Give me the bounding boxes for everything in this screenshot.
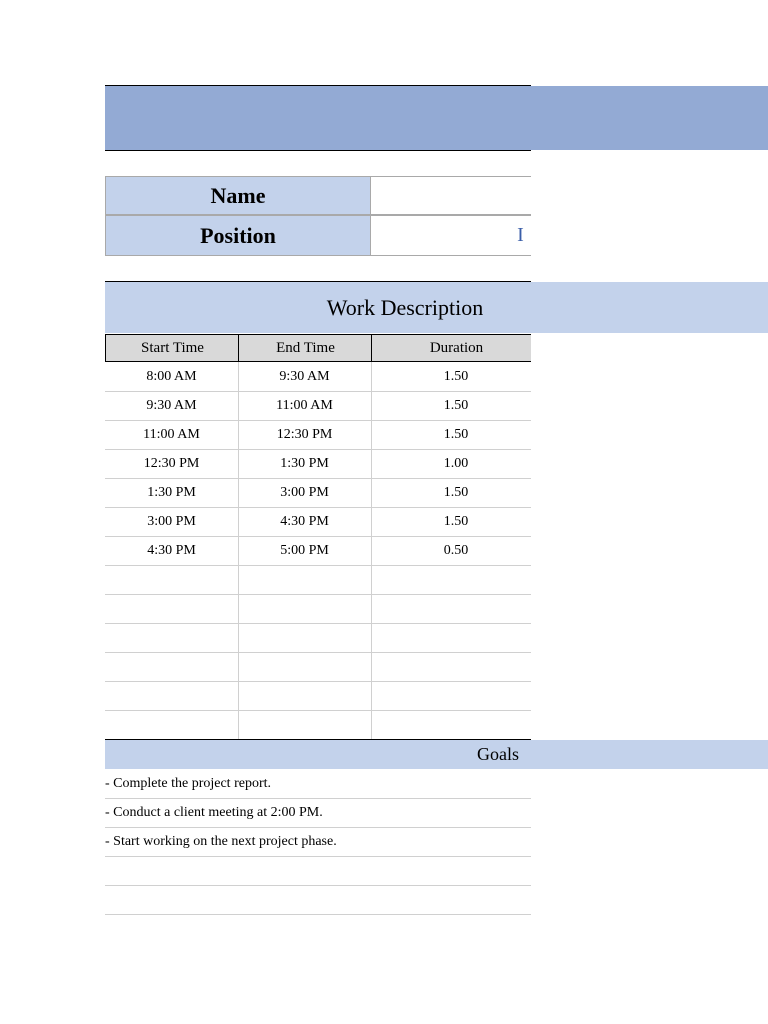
row-divider — [105, 507, 531, 508]
position-row — [105, 215, 531, 255]
duration-cell[interactable]: 1.50 — [443, 426, 469, 442]
duration-cell[interactable]: 1.00 — [443, 455, 469, 471]
start-time-cell[interactable]: 3:00 PM — [147, 513, 196, 529]
duration-cell[interactable]: 1.50 — [443, 368, 469, 384]
row-divider — [105, 536, 531, 537]
start-time-cell[interactable]: 11:00 AM — [143, 426, 200, 442]
name-row — [105, 176, 531, 216]
start-time-cell[interactable]: 8:00 AM — [146, 368, 197, 384]
start-time-cell[interactable] — [105, 681, 238, 710]
row-divider — [105, 449, 531, 450]
duration-cell[interactable] — [371, 594, 531, 623]
end-time-cell[interactable] — [238, 623, 371, 652]
goal-item[interactable]: - Start working on the next project phase. — [105, 833, 337, 849]
row-divider — [105, 565, 531, 566]
end-time-cell[interactable] — [238, 652, 371, 681]
row-divider — [105, 391, 531, 392]
row-divider — [105, 594, 531, 595]
end-time-cell[interactable]: 5:00 PM — [280, 542, 329, 558]
end-time-cell[interactable]: 3:00 PM — [280, 484, 329, 500]
start-time-cell[interactable] — [105, 652, 238, 681]
duration-cell[interactable] — [371, 652, 531, 681]
goal-item-empty[interactable] — [105, 885, 531, 914]
start-time-cell[interactable]: 12:30 PM — [143, 455, 200, 471]
duration-cell[interactable] — [371, 710, 531, 739]
goal-item[interactable]: - Conduct a client meeting at 2:00 PM. — [105, 804, 323, 820]
row-divider — [105, 681, 531, 682]
position-value[interactable]: I — [371, 215, 531, 256]
end-time-cell[interactable] — [238, 681, 371, 710]
header-end-time: End Time — [238, 334, 372, 362]
row-divider — [105, 478, 531, 479]
duration-cell[interactable]: 0.50 — [443, 542, 469, 558]
header-duration: Duration — [371, 334, 531, 362]
start-time-cell[interactable] — [105, 565, 238, 594]
end-time-cell[interactable]: 11:00 AM — [276, 397, 333, 413]
end-time-cell[interactable]: 9:30 AM — [279, 368, 330, 384]
row-divider — [105, 710, 531, 711]
name-value[interactable] — [371, 176, 531, 215]
row-divider — [105, 623, 531, 624]
end-time-cell[interactable] — [238, 710, 371, 739]
row-divider — [105, 652, 531, 653]
goal-divider — [105, 914, 531, 915]
end-time-cell[interactable] — [238, 594, 371, 623]
row-divider — [105, 420, 531, 421]
duration-cell[interactable]: 1.50 — [443, 513, 469, 529]
goal-item[interactable]: - Complete the project report. — [105, 775, 271, 791]
end-time-cell[interactable]: 1:30 PM — [280, 455, 329, 471]
end-time-cell[interactable]: 12:30 PM — [276, 426, 333, 442]
start-time-cell[interactable]: 9:30 AM — [146, 397, 197, 413]
start-time-cell[interactable]: 1:30 PM — [147, 484, 196, 500]
start-time-cell[interactable]: 4:30 PM — [147, 542, 196, 558]
position-label: Position — [105, 215, 371, 256]
end-time-cell[interactable] — [238, 565, 371, 594]
duration-cell[interactable]: 1.50 — [443, 484, 469, 500]
goal-item-empty[interactable] — [105, 856, 531, 885]
start-time-cell[interactable] — [105, 623, 238, 652]
start-time-cell[interactable] — [105, 594, 238, 623]
goals-title: Goals — [477, 744, 519, 764]
work-description-title: Work Description — [326, 294, 484, 320]
duration-cell[interactable]: 1.50 — [443, 397, 469, 413]
duration-cell[interactable] — [371, 565, 531, 594]
header-start-time: Start Time — [105, 334, 239, 362]
sheet-page — [105, 0, 531, 1024]
duration-cell[interactable] — [371, 623, 531, 652]
end-time-cell[interactable]: 4:30 PM — [280, 513, 329, 529]
start-time-cell[interactable] — [105, 710, 238, 739]
duration-cell[interactable] — [371, 681, 531, 710]
name-label: Name — [105, 176, 371, 215]
